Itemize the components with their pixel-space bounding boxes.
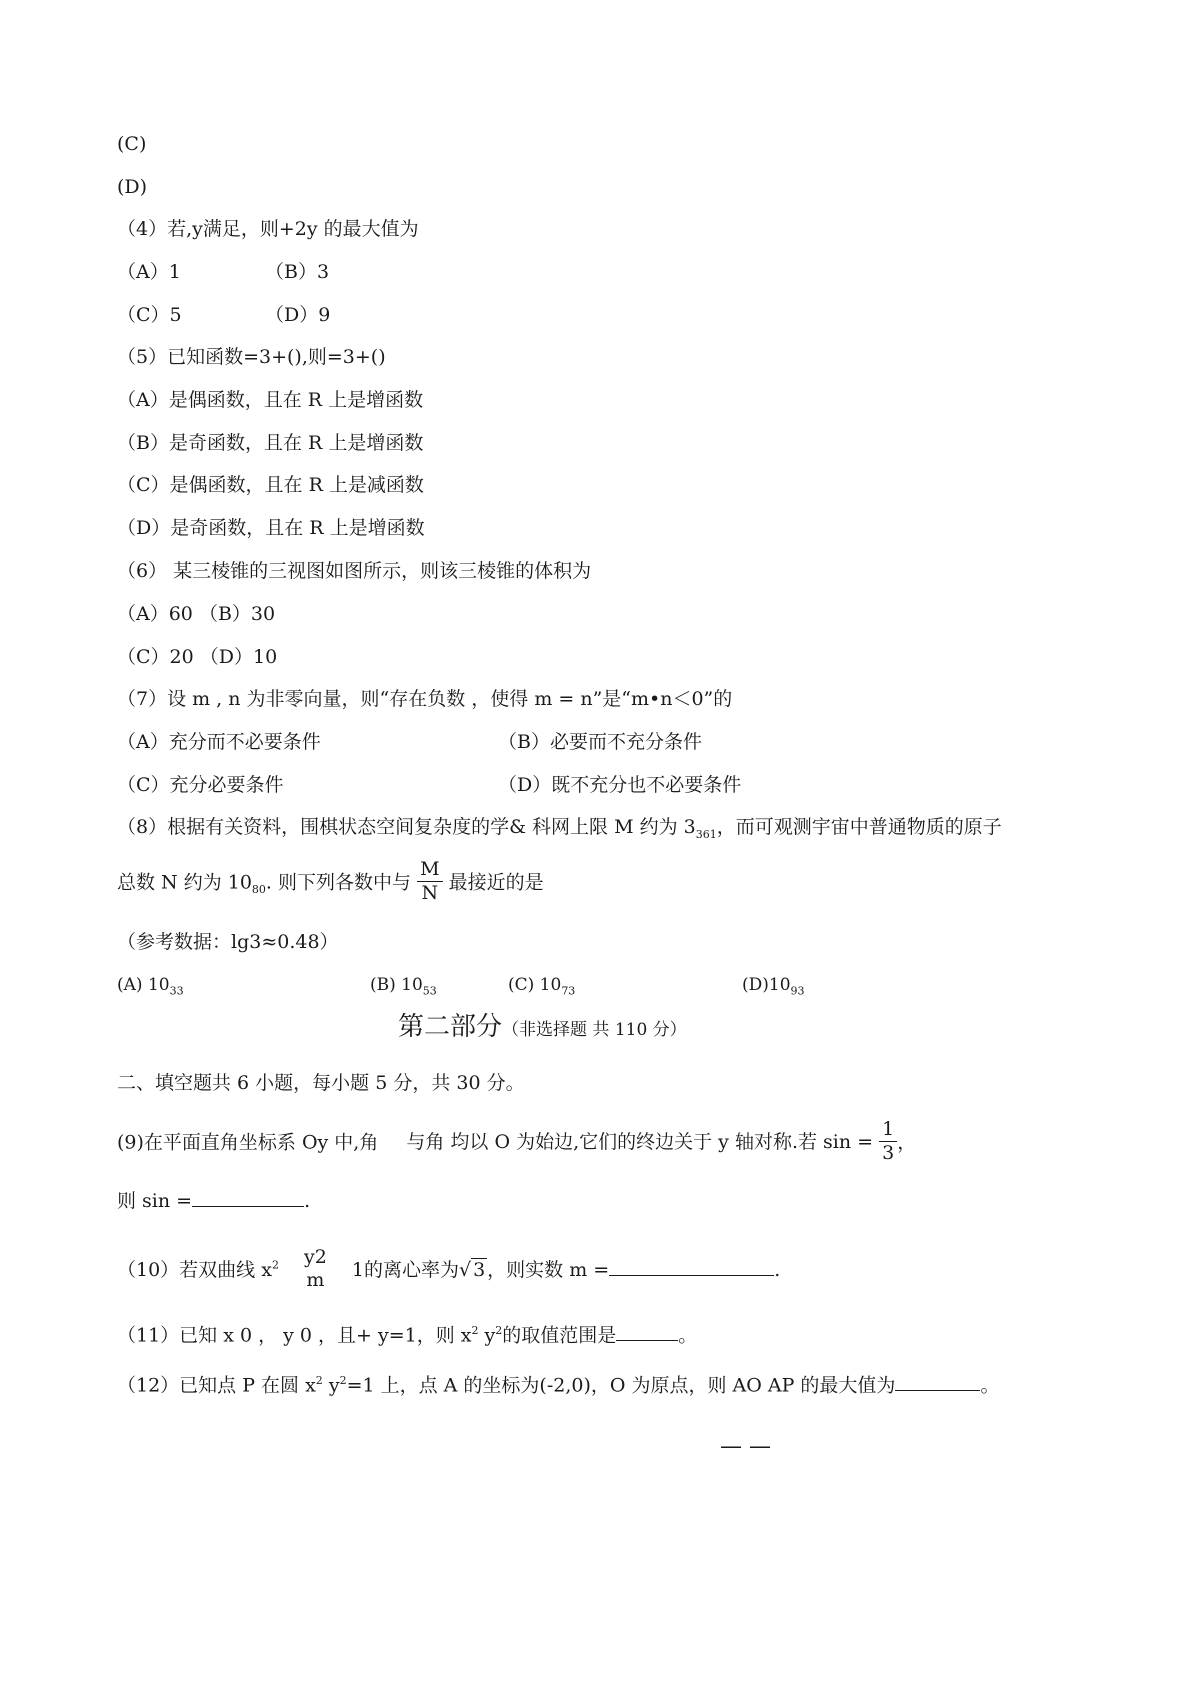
q8-text-pre: （8）根据有关资料，围棋状态空间复杂度的学& 科网上限 M 约为 3 xyxy=(117,816,696,838)
part2-title: 第二部分 xyxy=(398,1012,503,1042)
q11-pre: （11）已知 x 0 ， y 0 ，且+ y=1，则 x xyxy=(117,1324,472,1347)
q8-reference: （参考数据：lg3≈0.48） xyxy=(117,931,339,953)
q10-answer-blank xyxy=(609,1261,774,1276)
q12-post: =1 上，点 A 的坐标为(-2,0)，O 为原点，则 AO AP 的最大值为 xyxy=(346,1374,896,1397)
q8-frac-den: N xyxy=(421,881,439,904)
q6-options-ab: （A）60 （B）30 xyxy=(117,603,276,625)
q8-l2-post: 最接近的是 xyxy=(448,871,544,894)
q9-fraction xyxy=(879,1118,897,1165)
q4-option-a: （A）1 xyxy=(117,261,181,283)
q8-frac-num: M xyxy=(417,858,442,882)
q9-pre: (9)在平面直角坐标系 Oy 中,角 xyxy=(117,1131,379,1154)
q10-fraction xyxy=(301,1246,330,1292)
q5-option-a: （A）是偶函数，且在 R 上是增函数 xyxy=(117,389,424,411)
q8-option-a xyxy=(117,977,184,996)
q11-post: 的取值范围是 xyxy=(502,1324,617,1347)
q8-option-b xyxy=(370,977,437,996)
question-4: （4）若,y满足，则+2y 的最大值为 xyxy=(117,218,419,240)
q8-d-text: (D)10 xyxy=(742,975,791,995)
q8-a-text: (A) 10 xyxy=(117,975,170,995)
q7-option-c: （C）充分必要条件 xyxy=(117,774,284,796)
q12-end: 。 xyxy=(980,1374,1000,1397)
q8-b-exp: 53 xyxy=(422,984,437,998)
q9-mid: 与角 均以 O 为始边,它们的终边关于 y 轴对称.若 sin = xyxy=(406,1131,874,1154)
q4-option-b: （B）3 xyxy=(265,261,330,283)
q12-mid: y xyxy=(322,1374,340,1397)
q7-option-b: （B）必要而不充分条件 xyxy=(498,731,702,753)
q10-sqrt: 3 xyxy=(473,1258,486,1281)
q11-sup1: 2 xyxy=(471,1324,479,1337)
question-9-line2 xyxy=(117,1192,310,1211)
q10-sup: 2 xyxy=(271,1258,279,1272)
question-8-line2 xyxy=(117,860,544,907)
q10-frac-den: m xyxy=(306,1268,325,1291)
q8-exponent-2: 80 xyxy=(251,883,266,897)
part2-heading xyxy=(398,1014,687,1040)
q8-l2-mid: . 则下列各数中与 xyxy=(265,871,412,894)
section-2-heading: 二、填空题共 6 小题，每小题 5 分，共 30 分。 xyxy=(117,1072,525,1094)
q12-sup2: 2 xyxy=(339,1374,347,1387)
option-c-label: (C) xyxy=(117,133,147,155)
q8-b-text: (B) 10 xyxy=(370,975,423,995)
q4-option-c: （C）5 xyxy=(117,304,182,326)
q11-mid: y xyxy=(478,1324,496,1347)
q10-mid: 1的离心率为 xyxy=(351,1258,459,1281)
q7-option-d: （D）既不充分也不必要条件 xyxy=(498,774,742,796)
q5-option-b: （B）是奇函数，且在 R 上是增函数 xyxy=(117,432,424,454)
q9-end: ， xyxy=(897,1131,917,1154)
page-footer: — — xyxy=(720,1434,771,1459)
q12-pre: （12）已知点 P 在圆 x xyxy=(117,1374,316,1397)
q8-option-d xyxy=(742,977,805,996)
q10-post: ，则实数 m = xyxy=(487,1258,610,1281)
question-11 xyxy=(117,1325,697,1345)
q11-end: 。 xyxy=(678,1324,698,1347)
q8-exponent-1: 361 xyxy=(695,827,717,841)
q9-l2-end: . xyxy=(304,1190,311,1212)
q10-end: . xyxy=(774,1258,781,1281)
part2-subtitle: （非选择题 共 110 分） xyxy=(502,1020,687,1040)
question-9 xyxy=(117,1120,916,1167)
q11-answer-blank xyxy=(616,1326,678,1341)
q8-text-post: ，而可观测宇宙中普通物质的原子 xyxy=(716,816,1002,838)
question-5: （5）已知函数=3+(),则=3+() xyxy=(117,346,386,368)
q12-answer-blank xyxy=(895,1376,980,1391)
q10-frac-num: y2 xyxy=(303,1246,327,1268)
q11-sup2: 2 xyxy=(495,1324,503,1337)
q8-c-text: (C) 10 xyxy=(508,975,562,995)
q8-l2-pre: 总数 N 约为 10 xyxy=(117,871,252,894)
q10-pre: （10）若双曲线 x xyxy=(117,1258,272,1281)
q9-frac-den: 3 xyxy=(882,1141,895,1164)
q8-c-exp: 73 xyxy=(561,984,576,998)
q8-d-exp: 93 xyxy=(790,984,805,998)
q4-option-d: （D）9 xyxy=(265,304,331,326)
question-6: （6） 某三棱锥的三视图如图所示，则该三棱锥的体积为 xyxy=(117,560,592,582)
q9-l2: 则 sin = xyxy=(117,1190,193,1212)
q7-option-a: （A）充分而不必要条件 xyxy=(117,731,321,753)
q9-frac-num: 1 xyxy=(879,1118,897,1142)
question-10: （10）若双曲线 $x^2$ y2 m 1的离心率为√ 3 ，则实数 m = . xyxy=(117,1246,781,1291)
q8-a-exp: 33 xyxy=(169,984,184,998)
q9-answer-blank xyxy=(192,1192,304,1207)
q6-options-cd: （C）20 （D）10 xyxy=(117,646,278,668)
q8-option-c xyxy=(508,977,575,996)
q12-sup1: 2 xyxy=(315,1374,323,1387)
q5-option-d: （D）是奇函数，且在 R 上是增函数 xyxy=(117,517,425,539)
question-8-line1 xyxy=(117,818,1002,840)
question-12 xyxy=(117,1375,999,1395)
q5-option-c: （C）是偶函数，且在 R 上是减函数 xyxy=(117,474,424,496)
q8-fraction xyxy=(417,858,442,905)
option-d-label: (D) xyxy=(117,176,148,198)
question-7: （7）设 m , n 为非零向量，则“存在负数 ，使得 m = n”是“m•n＜0”的 xyxy=(117,688,733,710)
